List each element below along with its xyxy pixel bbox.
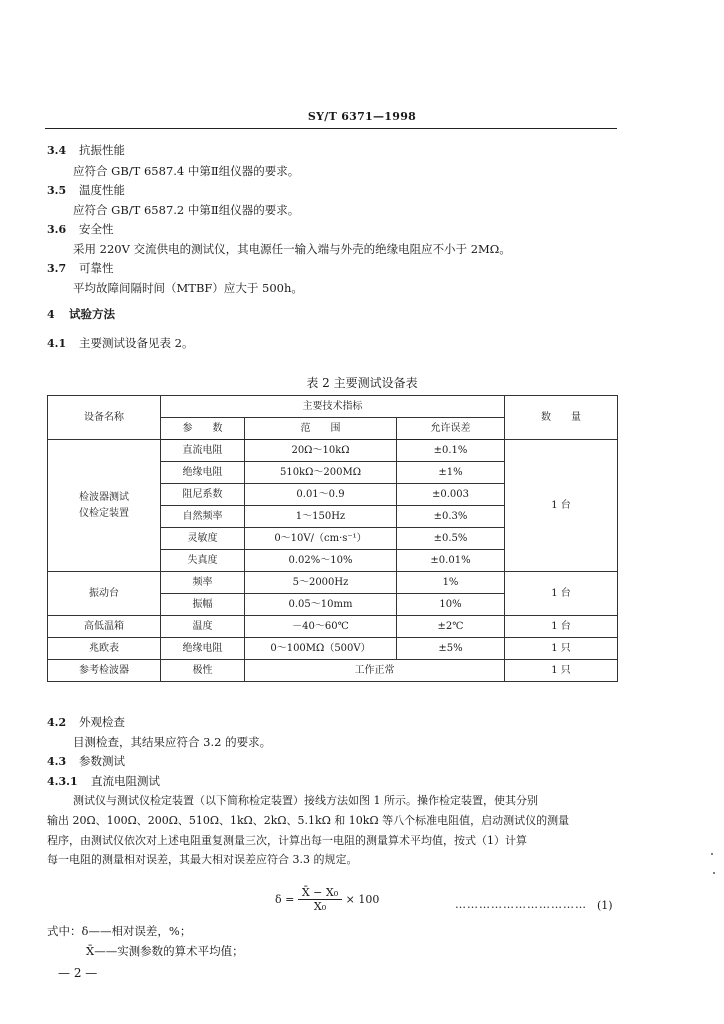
section-text: 主要测试设备见表 2。 xyxy=(79,336,194,350)
standard-code-header: SY/T 6371—1998 xyxy=(307,110,417,123)
section-4-heading xyxy=(47,307,115,322)
param-cell: 绝缘电阻 xyxy=(161,462,245,484)
section-number: 3.7 xyxy=(47,262,67,275)
paragraph-line: 每一电阻的测量相对误差，其最大相对误差应符合 3.3 的规定。 xyxy=(47,853,358,866)
header-allowed-error: 允许误差 xyxy=(397,418,505,440)
quantity-cell: 1 台 xyxy=(505,572,618,616)
formula-fraction xyxy=(298,886,342,913)
param-cell: 绝缘电阻 xyxy=(161,638,245,660)
section-4-3-1-heading xyxy=(47,774,160,789)
param-cell: 温度 xyxy=(161,616,245,638)
scan-speck xyxy=(713,872,715,874)
param-cell: 自然频率 xyxy=(161,506,245,528)
table-caption: 表 2 主要测试设备表 xyxy=(306,376,418,390)
range-cell: 0.01～0.9 xyxy=(245,484,397,506)
device-name-cell: 兆欧表 xyxy=(48,638,161,660)
range-error-cell: 工作正常 xyxy=(245,660,505,682)
param-cell: 极性 xyxy=(161,660,245,682)
error-cell: ±0.01% xyxy=(397,550,505,572)
formula-numerator: X̄ − X₀ xyxy=(298,886,342,900)
section-number: 4.1 xyxy=(47,337,67,350)
quantity-cell: 1 只 xyxy=(505,638,618,660)
section-number: 3.5 xyxy=(47,184,67,197)
table-row xyxy=(48,660,618,682)
param-cell: 失真度 xyxy=(161,550,245,572)
formula-denominator: X₀ xyxy=(313,900,327,913)
range-cell: 0.02%～10% xyxy=(245,550,397,572)
range-cell: 0～100MΩ（500V） xyxy=(245,638,397,660)
range-cell: －40～60℃ xyxy=(245,616,397,638)
paragraph-line: 测试仪与测试仪检定装置（以下简称检定装置）接线方法如图 1 所示。操作检定装置，使其分别 xyxy=(73,794,538,807)
where-definition: ——相对误差，%； xyxy=(88,924,192,938)
error-cell: ±0.5% xyxy=(397,528,505,550)
section-title: 参数测试 xyxy=(79,754,125,768)
section-3-7-text: 平均故障间隔时间（MTBF）应大于 500h。 xyxy=(73,281,303,295)
range-cell: 1～150Hz xyxy=(245,506,397,528)
where-line xyxy=(86,944,244,958)
device-name-cell: 参考检波器 xyxy=(48,660,161,682)
device-name-cell: 振动台 xyxy=(48,572,161,616)
range-cell: 0～10V/（cm·s⁻¹） xyxy=(245,528,397,550)
section-3-4-text: 应符合 GB/T 6587.4 中第Ⅱ组仪器的要求。 xyxy=(73,164,300,178)
section-3-5-text: 应符合 GB/T 6587.2 中第Ⅱ组仪器的要求。 xyxy=(73,203,300,217)
formula-lhs: δ = xyxy=(275,893,295,906)
section-3-6-text: 采用 220V 交流供电的测试仪，其电源任一输入端与外壳的绝缘电阻应不小于 2MΩ。 xyxy=(73,242,511,256)
error-cell: 10% xyxy=(397,594,505,616)
where-line xyxy=(47,924,191,938)
device-name-cell: 高低温箱 xyxy=(48,616,161,638)
range-cell: 510kΩ～200MΩ xyxy=(245,462,397,484)
device-name-line: 仪检定装置 xyxy=(79,507,129,519)
error-cell: ±0.1% xyxy=(397,440,505,462)
table-row xyxy=(48,616,618,638)
param-cell: 振幅 xyxy=(161,594,245,616)
section-4-2-heading xyxy=(47,715,125,730)
table-row xyxy=(48,440,618,462)
section-number: 4.3 xyxy=(47,755,67,768)
header-quantity: 数 量 xyxy=(505,396,618,440)
header-range: 范 围 xyxy=(245,418,397,440)
paragraph-line: 程序，由测试仪依次对上述电阻重复测量三次，计算出每一电阻的测量算术平均值，按式（1）计算 xyxy=(47,834,527,847)
formula-1 xyxy=(275,886,379,913)
section-4-2-text: 目测检查，其结果应符合 3.2 的要求。 xyxy=(73,735,272,749)
paragraph-line: 输出 20Ω、100Ω、200Ω、510Ω、1kΩ、2kΩ、5.1kΩ 和 10kΩ 等八个标准电阻值，启动测试仪的测量 xyxy=(47,814,570,827)
section-number: 3.4 xyxy=(47,144,67,157)
section-title: 安全性 xyxy=(79,222,114,236)
header-specs: 主要技术指标 xyxy=(161,396,505,418)
section-number: 4.2 xyxy=(47,716,67,729)
device-name-line: 检波器测试 xyxy=(79,491,129,503)
section-title: 直流电阻测试 xyxy=(91,774,160,788)
error-cell: 1% xyxy=(397,572,505,594)
where-symbol: X̄ xyxy=(86,944,95,958)
where-symbol: 式中：δ xyxy=(47,924,89,938)
table-row xyxy=(48,638,618,660)
param-cell: 阻尼系数 xyxy=(161,484,245,506)
scan-speck xyxy=(711,853,713,855)
section-title: 温度性能 xyxy=(79,183,125,197)
section-3-6-heading xyxy=(47,222,114,237)
quantity-cell: 1 台 xyxy=(505,440,618,572)
section-title: 抗振性能 xyxy=(79,143,125,157)
param-cell: 灵敏度 xyxy=(161,528,245,550)
param-cell: 频率 xyxy=(161,572,245,594)
device-name-cell xyxy=(48,440,161,572)
table-row xyxy=(48,572,618,594)
header-parameter: 参 数 xyxy=(161,418,245,440)
section-3-7-heading xyxy=(47,261,114,276)
param-cell: 直流电阻 xyxy=(161,440,245,462)
formula-number: (1) xyxy=(597,899,613,912)
error-cell: ±0.3% xyxy=(397,506,505,528)
error-cell: ±0.003 xyxy=(397,484,505,506)
section-number: 4 xyxy=(47,308,55,321)
header-rule xyxy=(45,128,617,129)
section-title: 试验方法 xyxy=(69,307,115,321)
quantity-cell: 1 台 xyxy=(505,616,618,638)
error-cell: ±2℃ xyxy=(397,616,505,638)
range-cell: 20Ω～10kΩ xyxy=(245,440,397,462)
range-cell: 0.05～10mm xyxy=(245,594,397,616)
formula-leader-dots: …………………………… xyxy=(455,898,587,911)
section-4-3-heading xyxy=(47,754,125,769)
section-title: 可靠性 xyxy=(79,261,114,275)
header-device-name: 设备名称 xyxy=(48,396,161,440)
section-4-1 xyxy=(47,336,193,351)
formula-rhs: × 100 xyxy=(345,893,380,906)
section-3-5-heading xyxy=(47,183,125,198)
where-definition: ——实测参数的算术平均值； xyxy=(94,944,244,958)
error-cell: ±1% xyxy=(397,462,505,484)
section-number: 3.6 xyxy=(47,223,67,236)
range-cell: 5～2000Hz xyxy=(245,572,397,594)
equipment-table xyxy=(47,395,618,682)
section-number: 4.3.1 xyxy=(47,775,78,788)
quantity-cell: 1 只 xyxy=(505,660,618,682)
section-3-4-heading xyxy=(47,143,125,158)
error-cell: ±5% xyxy=(397,638,505,660)
page-number: — 2 — xyxy=(58,966,98,980)
section-title: 外观检查 xyxy=(79,715,125,729)
